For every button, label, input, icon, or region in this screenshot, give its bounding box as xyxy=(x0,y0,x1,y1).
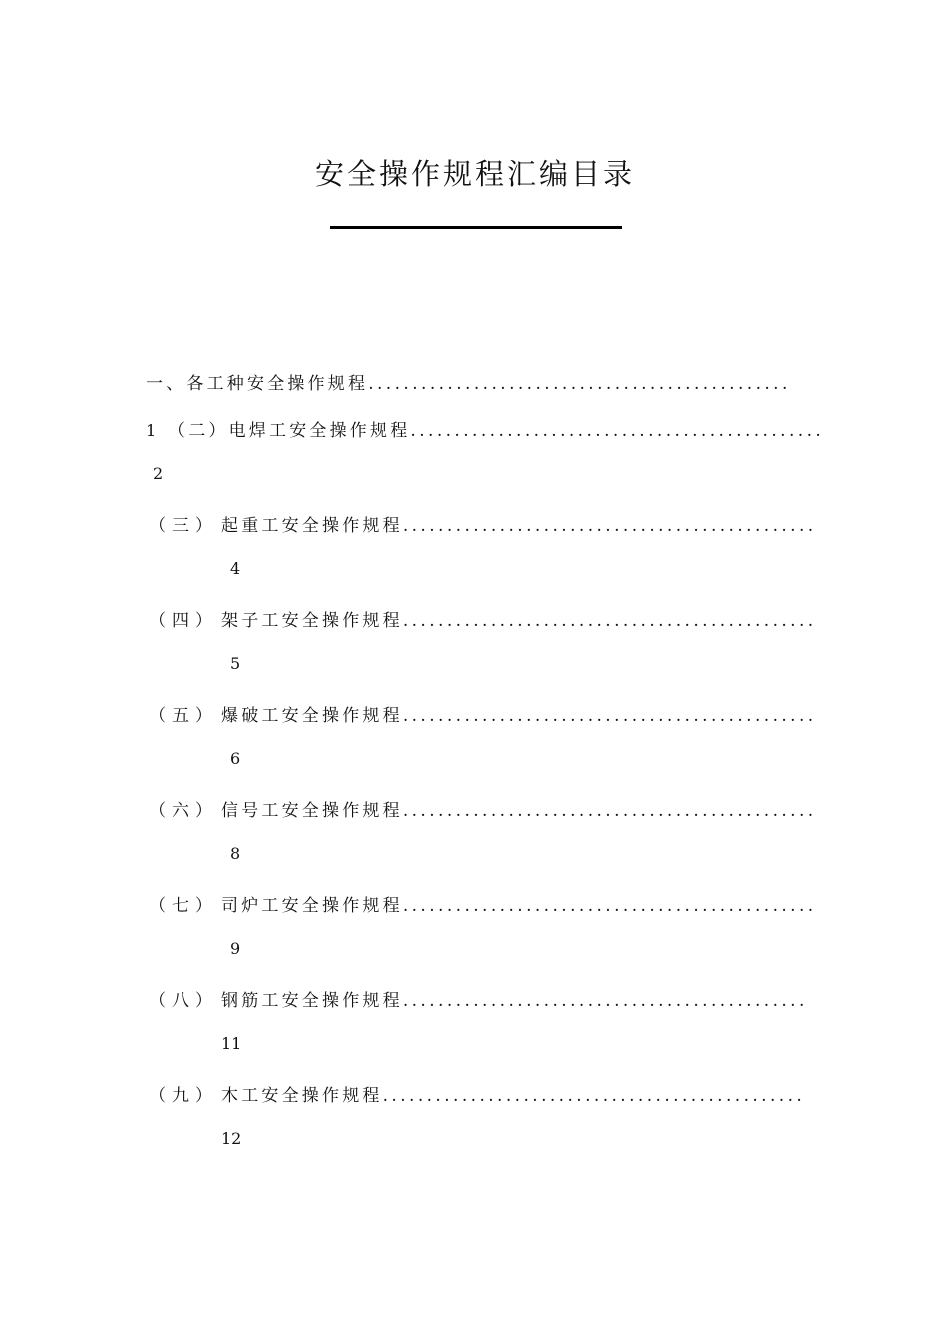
leader-dots: ................................................ xyxy=(368,374,791,394)
leader-dots: ................................................ xyxy=(382,1086,806,1106)
page-number: 11 xyxy=(221,1034,242,1053)
entry-title: 架子工安全操作规程............................................... xyxy=(221,611,817,631)
page-number: 5 xyxy=(230,654,241,673)
page-number: 6 xyxy=(230,749,241,768)
entry-title: 信号工安全操作规程............................................... xyxy=(221,801,817,821)
entry-title: 爆破工安全操作规程............................................... xyxy=(221,706,817,726)
page-number: 2 xyxy=(153,464,164,483)
page-title: 安全操作规程汇编目录 xyxy=(314,157,635,191)
leader-dots: ............................................... xyxy=(402,611,817,631)
entry-title: 司炉工安全操作规程............................................... xyxy=(221,896,817,916)
entry-title: 钢筋工安全操作规程.............................................. xyxy=(221,991,808,1011)
leader-dots: ............................................... xyxy=(410,421,825,441)
toc-entry-1 xyxy=(146,369,791,394)
page-number: 12 xyxy=(221,1129,242,1148)
toc-entry-text: （二）电焊工安全操作规程 xyxy=(168,421,411,441)
entry-index: （七） xyxy=(149,896,218,916)
leader-dots: ............................................... xyxy=(402,516,817,536)
entry-index: （九） xyxy=(149,1086,218,1106)
toc-entry-text: 一、各工种安全操作规程 xyxy=(146,374,369,394)
toc-entry-2 xyxy=(146,416,824,441)
leader-dots: ............................................... xyxy=(402,801,817,821)
page-number: 8 xyxy=(230,844,241,863)
page-number: 9 xyxy=(230,939,241,958)
entry-index: （五） xyxy=(149,706,218,726)
entry-index: （四） xyxy=(149,611,218,631)
leader-dots: ............................................... xyxy=(402,896,817,916)
leader-dots: .............................................. xyxy=(402,991,808,1011)
leader-dots: ............................................... xyxy=(402,706,817,726)
entry-index: （三） xyxy=(149,516,218,536)
page-number: 4 xyxy=(230,559,241,578)
title-underline xyxy=(330,226,622,229)
toc-entry-number: 1 xyxy=(146,421,160,440)
entry-index: （八） xyxy=(149,991,218,1011)
entry-title: 木工安全操作规程................................................ xyxy=(221,1086,806,1106)
entry-index: （六） xyxy=(149,801,218,821)
entry-title: 起重工安全操作规程............................................... xyxy=(221,516,817,536)
